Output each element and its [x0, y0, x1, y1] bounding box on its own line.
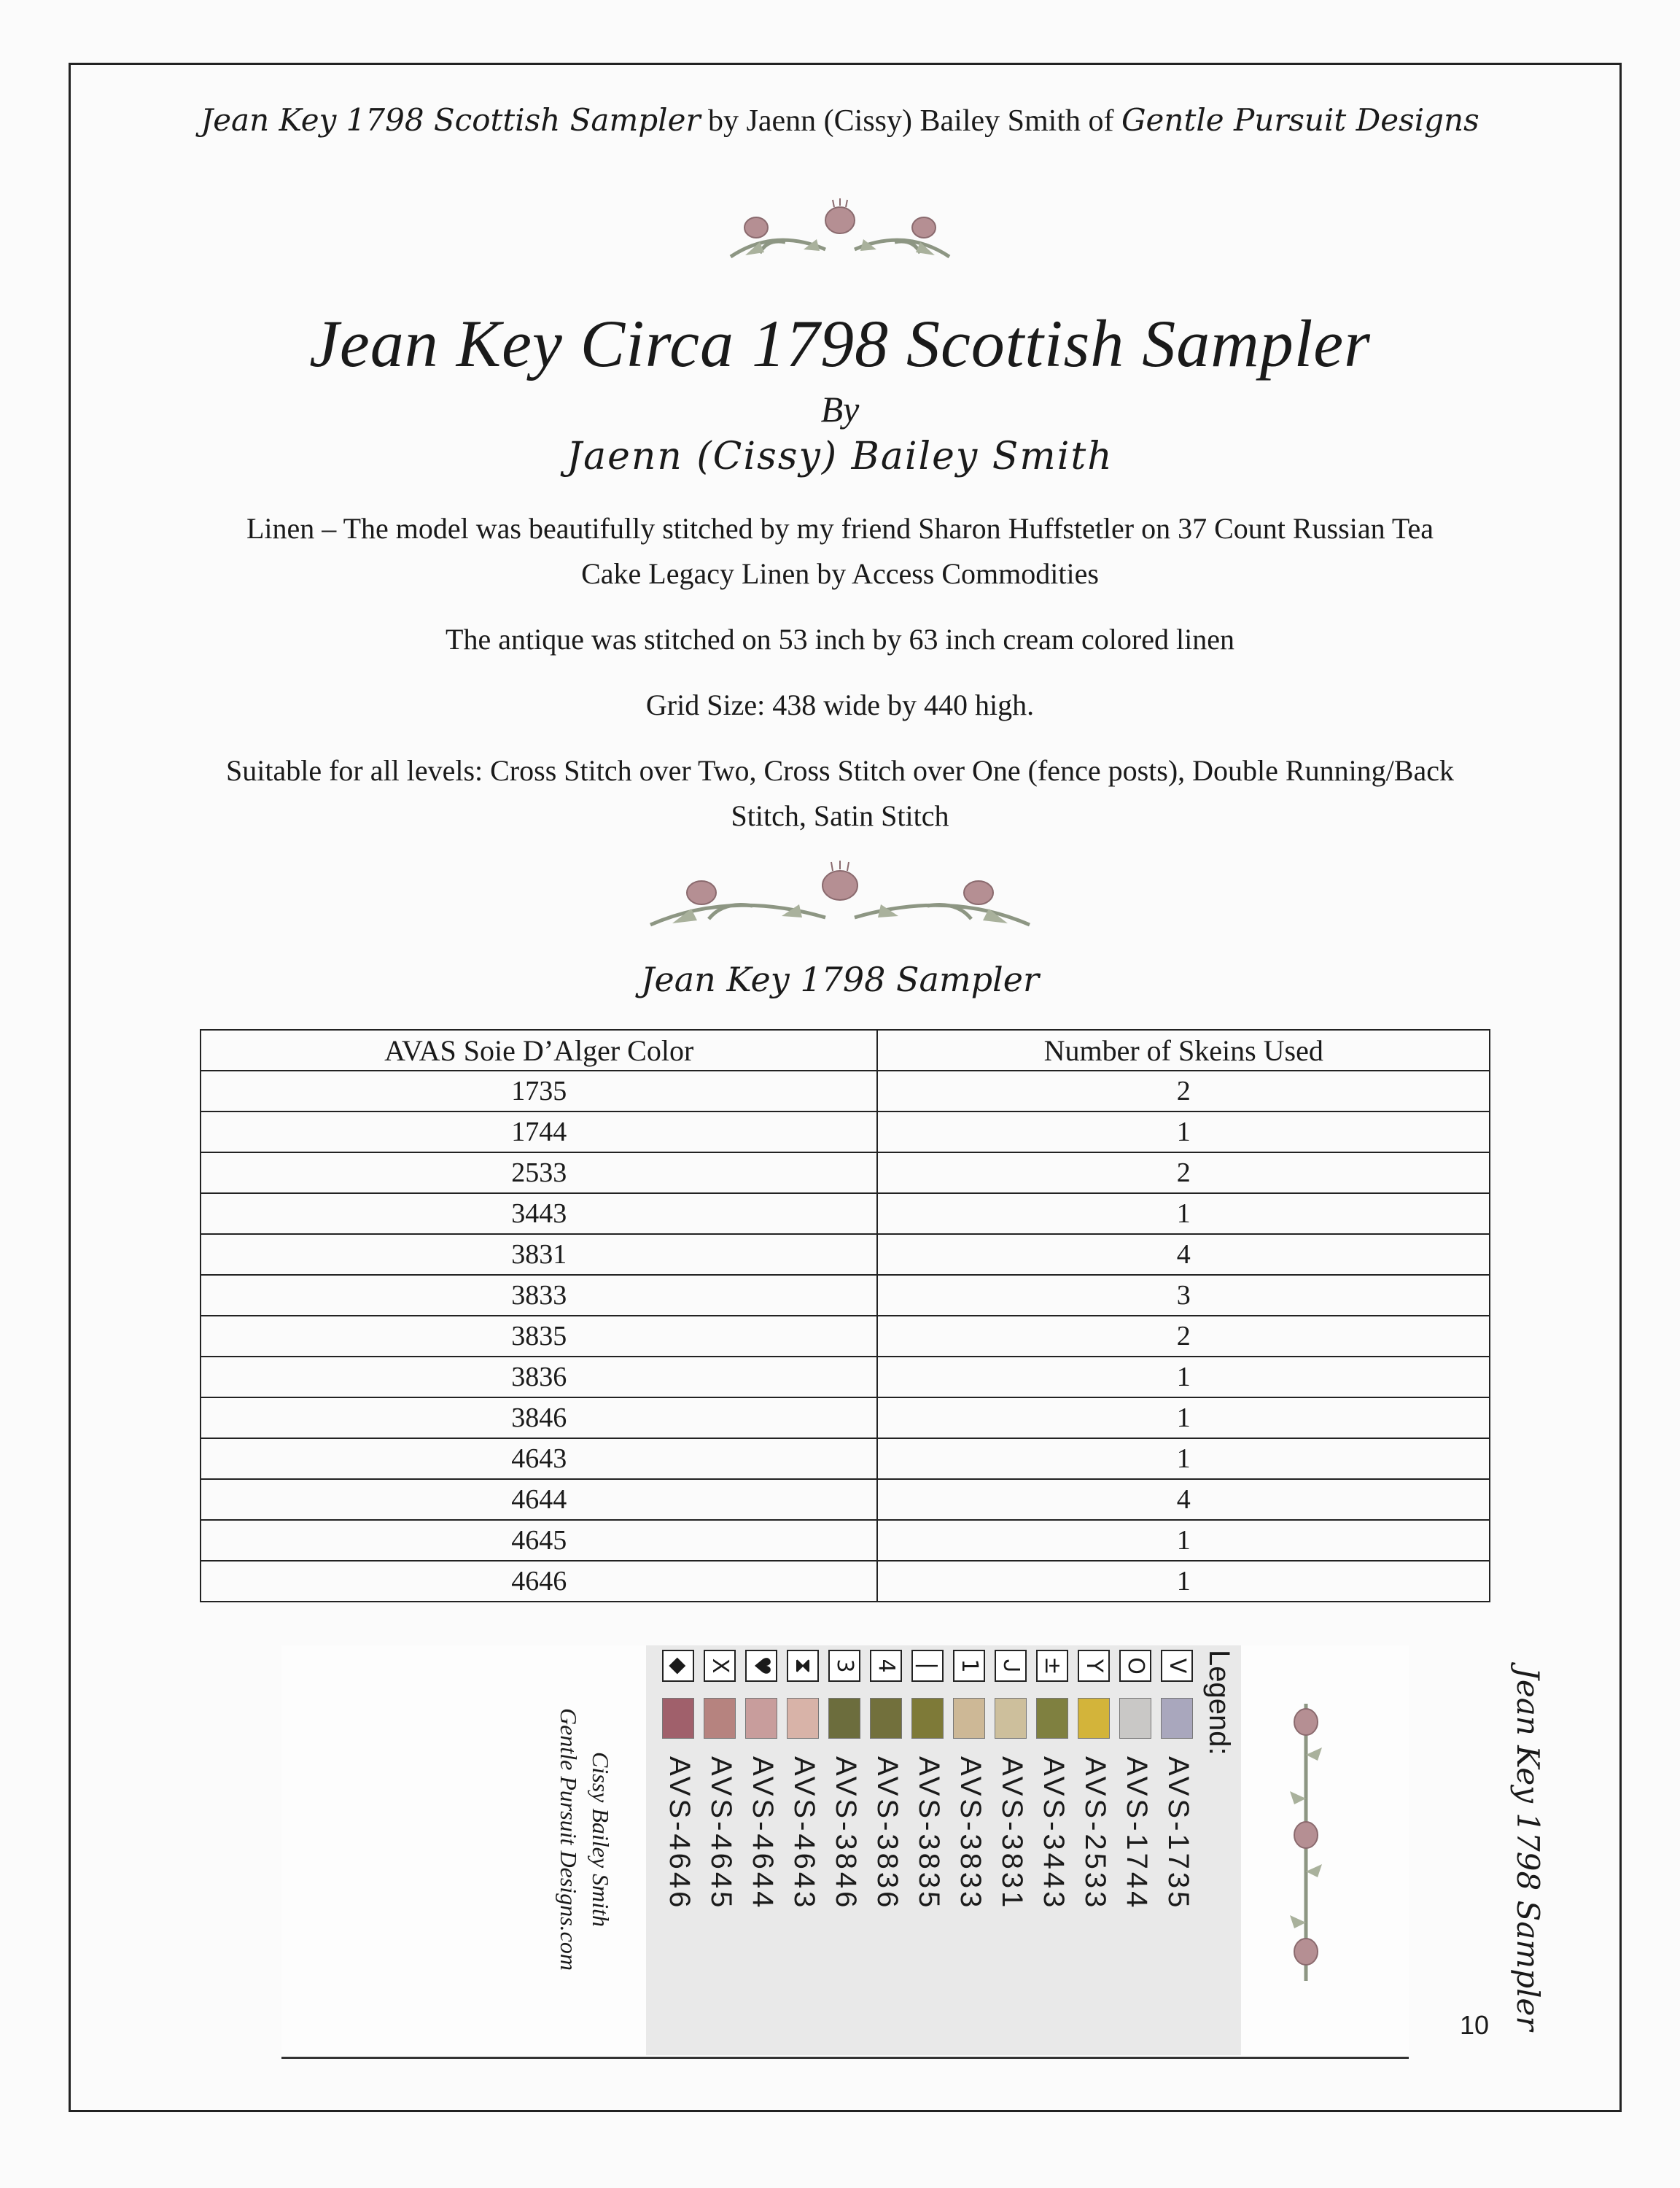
- legend-swatch: [787, 1698, 819, 1739]
- color-cell: 4645: [201, 1520, 877, 1561]
- skeins-cell: 1: [877, 1438, 1490, 1479]
- legend-swatch: [1036, 1698, 1068, 1739]
- color-cell: 4646: [201, 1561, 877, 1602]
- legend-swatch: [953, 1698, 985, 1739]
- legend-card-title: Jean Key 1798 Sampler: [1510, 1667, 1546, 2031]
- table-row: [201, 1561, 1490, 1602]
- table-row: [201, 1397, 1490, 1438]
- table-row: [201, 1438, 1490, 1479]
- legend-code: AVS-1735: [1162, 1756, 1194, 1911]
- legend-swatch: [1119, 1698, 1151, 1739]
- table-row: [201, 1316, 1490, 1357]
- skeins-cell: 1: [877, 1520, 1490, 1561]
- legend-code: AVS-3836: [871, 1756, 903, 1911]
- legend-item: [906, 1650, 946, 2044]
- skeins-cell: 1: [877, 1397, 1490, 1438]
- color-cell: 4644: [201, 1479, 877, 1520]
- thistle-ornament-vertical-icon: [1280, 1689, 1331, 1999]
- thistle-ornament-middle-icon: [643, 861, 1037, 934]
- legend-code: AVS-3835: [913, 1756, 945, 1911]
- legend-swatch: [1078, 1698, 1110, 1739]
- header-by: by Jaenn (Cissy) Bailey Smith of: [700, 104, 1121, 138]
- skeins-cell: 1: [877, 1112, 1490, 1152]
- legend-item: [1072, 1650, 1113, 2044]
- legend-code: AVS-2533: [1079, 1756, 1111, 1911]
- legend-code: AVS-4645: [705, 1756, 737, 1911]
- linen-paragraph: Linen – The model was beautifully stitched by my friend Sharon Huffstetler on 37 Count Russian Tea Cake Legacy Linen by Access Commodities: [246, 512, 1434, 590]
- color-cell: 3836: [201, 1357, 877, 1397]
- legend-symbol: ♥: [745, 1650, 777, 1682]
- skeins-cell: 2: [877, 1316, 1490, 1357]
- legend-code: AVS-4644: [747, 1756, 779, 1911]
- legend-item: [947, 1650, 988, 2044]
- table-row: [201, 1275, 1490, 1316]
- color-cell: 3835: [201, 1316, 877, 1357]
- legend-panel: [646, 1645, 1241, 2055]
- legend-item: [739, 1650, 780, 2044]
- skeins-cell: 2: [877, 1071, 1490, 1112]
- legend-credit-name: Cissy Bailey Smith: [588, 1752, 614, 1927]
- legend-title: Legend:: [1203, 1650, 1235, 1756]
- table-row: [201, 1479, 1490, 1520]
- legend-swatch: [1161, 1698, 1193, 1739]
- legend-symbol: V: [1161, 1650, 1193, 1682]
- legend-symbol: 3: [828, 1650, 860, 1682]
- color-cell: 3846: [201, 1397, 877, 1438]
- skeins-cell: 4: [877, 1479, 1490, 1520]
- legend-code: AVS-4646: [664, 1756, 696, 1911]
- table-row: [201, 1193, 1490, 1234]
- legend-symbol: X: [704, 1650, 736, 1682]
- legend-item: [656, 1650, 697, 2044]
- color-cell: 1744: [201, 1112, 877, 1152]
- legend-code: AVS-3443: [1038, 1756, 1070, 1911]
- legend-symbol: O: [1119, 1650, 1151, 1682]
- legend-symbol: ⧗: [787, 1650, 819, 1682]
- table-row: [201, 1520, 1490, 1561]
- levels-paragraph: Suitable for all levels: Cross Stitch over Two, Cross Stitch over One (fence posts), Double Running/Back Stitch, Satin Stitch: [226, 754, 1454, 832]
- legend-item: [822, 1650, 863, 2044]
- legend-symbol: ±: [1036, 1650, 1068, 1682]
- color-cell: 3443: [201, 1193, 877, 1234]
- color-cell: 1735: [201, 1071, 877, 1112]
- skeins-cell: 3: [877, 1275, 1490, 1316]
- legend-item: [989, 1650, 1030, 2044]
- table-header-row: [201, 1030, 1490, 1071]
- legend-code: AVS-1744: [1121, 1756, 1153, 1911]
- legend-swatch: [828, 1698, 860, 1739]
- table-row: [201, 1152, 1490, 1193]
- legend-code: AVS-3833: [954, 1756, 987, 1911]
- table-row: [201, 1112, 1490, 1152]
- table-row: [201, 1071, 1490, 1112]
- legend-credit-site: Gentle Pursuit Designs.com: [556, 1708, 582, 1971]
- legend-item: [1030, 1650, 1071, 2044]
- legend-swatch: [911, 1698, 944, 1739]
- legend-swatch: [704, 1698, 736, 1739]
- header-title: Jean Key 1798 Scottish Sampler: [201, 102, 701, 138]
- color-cell: 3831: [201, 1234, 877, 1275]
- legend-swatch: [995, 1698, 1027, 1739]
- table-row: [201, 1234, 1490, 1275]
- skeins-cell: 2: [877, 1152, 1490, 1193]
- header-company: Gentle Pursuit Designs: [1121, 102, 1479, 138]
- skeins-cell: 1: [877, 1561, 1490, 1602]
- color-cell: 3833: [201, 1275, 877, 1316]
- column-header-color: AVAS Soie D’Alger Color: [201, 1030, 877, 1071]
- skeins-cell: 1: [877, 1357, 1490, 1397]
- legend-symbol: 1: [953, 1650, 985, 1682]
- legend-code: AVS-3831: [996, 1756, 1028, 1911]
- legend-item: [1113, 1650, 1154, 2044]
- legend-symbol: Y: [1078, 1650, 1110, 1682]
- legend-swatch: [870, 1698, 902, 1739]
- legend-code: AVS-4643: [788, 1756, 820, 1911]
- color-cell: 4643: [201, 1438, 877, 1479]
- legend-symbol: ᒍ: [995, 1650, 1027, 1682]
- table-row: [201, 1357, 1490, 1397]
- main-title: Jean Key Circa 1798 Scottish Sampler: [309, 306, 1371, 381]
- legend-symbol: ◆: [662, 1650, 694, 1682]
- by-line: By: [820, 389, 860, 430]
- legend-swatch: [662, 1698, 694, 1739]
- antique-paragraph: The antique was stitched on 53 inch by 63 inch cream colored linen: [446, 623, 1234, 656]
- legend-item: [1155, 1650, 1196, 2044]
- skeins-cell: 1: [877, 1193, 1490, 1234]
- legend-symbol: |: [911, 1650, 944, 1682]
- legend-item: [698, 1650, 739, 2044]
- skeins-cell: 4: [877, 1234, 1490, 1275]
- author-name: Jaenn (Cissy) Bailey Smith: [567, 435, 1113, 478]
- thistle-ornament-top-icon: [716, 198, 964, 271]
- legend-swatch: [745, 1698, 777, 1739]
- page-number: 10: [1460, 2010, 1490, 2040]
- color-cell: 2533: [201, 1152, 877, 1193]
- running-header: [0, 102, 1680, 139]
- legend-symbol: 4: [870, 1650, 902, 1682]
- column-header-skeins: Number of Skeins Used: [877, 1030, 1490, 1071]
- legend-item: [864, 1650, 905, 2044]
- table-title: Jean Key 1798 Sampler: [641, 960, 1039, 999]
- grid-size-paragraph: Grid Size: 438 wide by 440 high.: [645, 688, 1035, 721]
- skeins-table: [200, 1029, 1490, 1602]
- legend-code: AVS-3846: [830, 1756, 862, 1911]
- legend-item: [781, 1650, 822, 2044]
